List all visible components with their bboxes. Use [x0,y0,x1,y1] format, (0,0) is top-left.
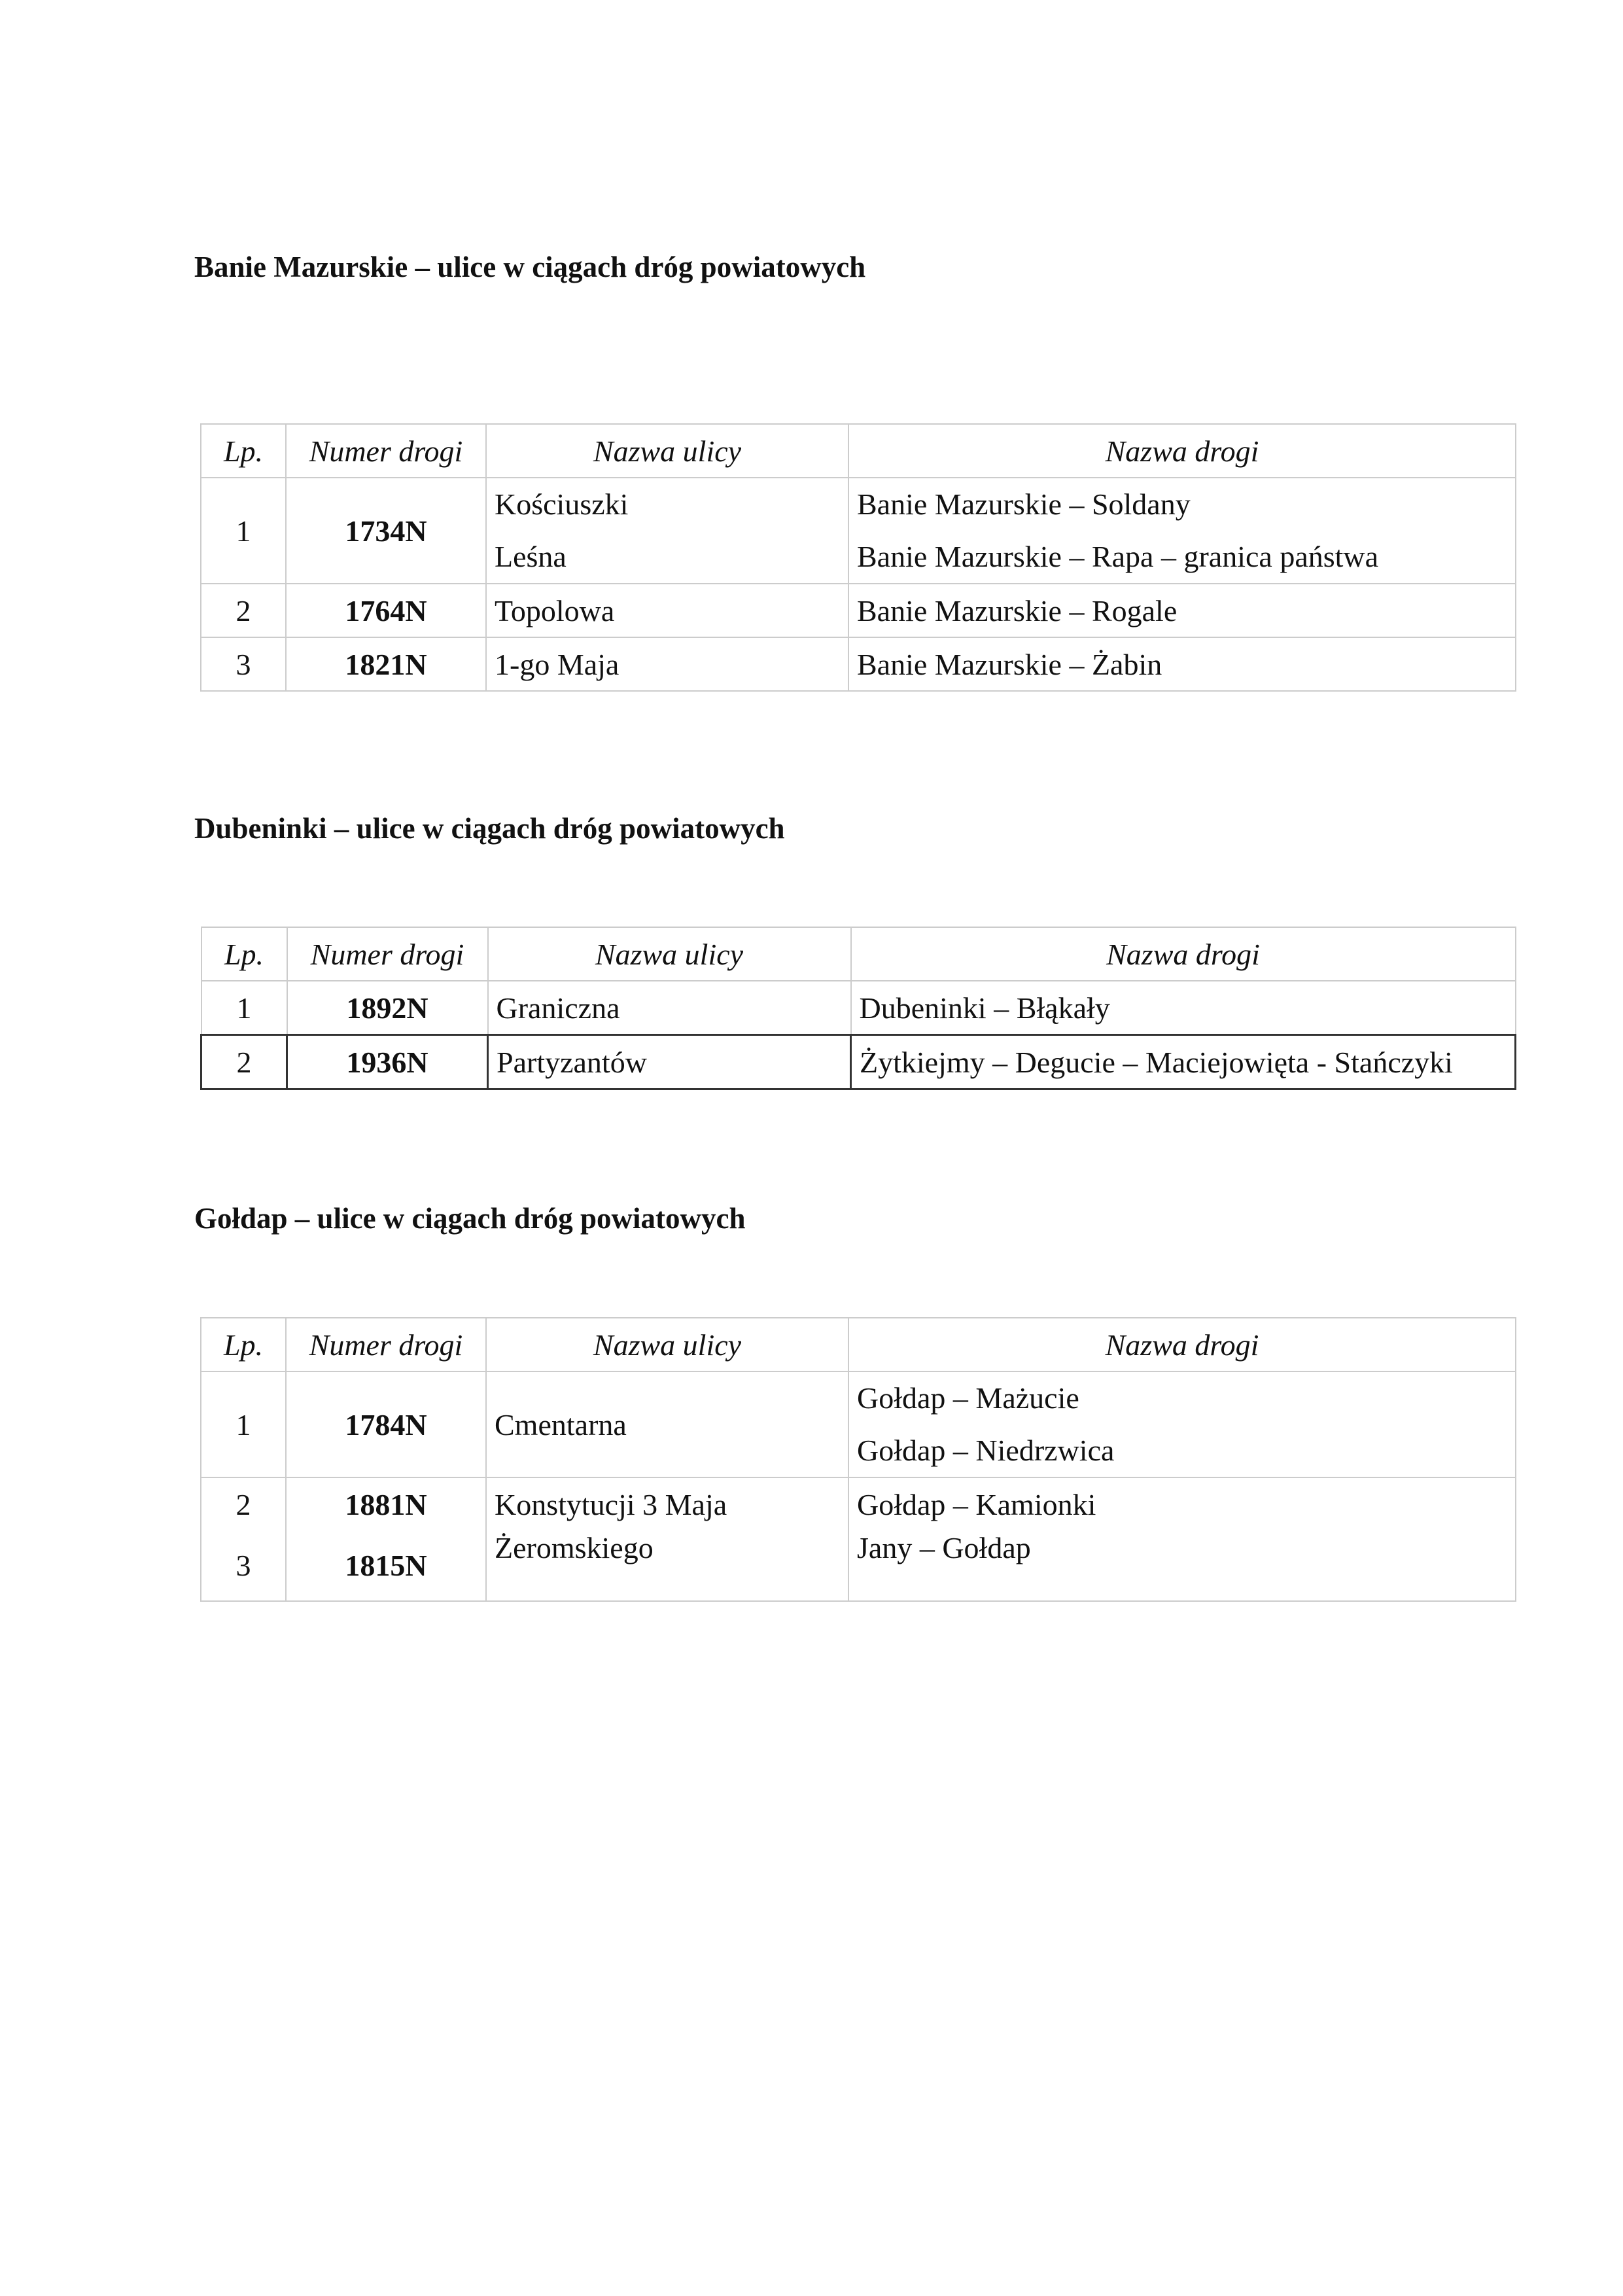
cell-numer-drogi: 1881N [286,1477,486,1530]
cell-lp: 1 [201,1371,286,1477]
table-row [201,1477,1516,1530]
cell-nazwa-drogi [848,478,1516,584]
table-row [201,584,1516,637]
table-header-row [201,1318,1516,1371]
roads-table-dubeninki [200,927,1516,1090]
header-nazwa-drogi: Nazwa drogi [848,1318,1516,1371]
cell-numer-drogi: 1734N [286,478,486,584]
road-name: Banie Mazurskie – Soldany [857,487,1191,521]
roads-table-goldap [200,1317,1516,1602]
header-nazwa-ulicy: Nazwa ulicy [488,927,851,981]
table-header-row [201,927,1516,981]
cell-lp: 1 [201,478,286,584]
header-lp: Lp. [201,927,287,981]
cell-nazwa-ulicy [486,478,848,584]
cell-nazwa-ulicy: Żeromskiego [486,1530,848,1601]
header-nazwa-drogi: Nazwa drogi [851,927,1516,981]
section-title-dubeninki: Dubeninki – ulice w ciągach dróg powiatowych [194,812,785,845]
cell-lp: 3 [201,637,286,691]
cell-nazwa-drogi: Dubeninki – Błąkały [851,981,1516,1035]
cell-numer-drogi: 1821N [286,637,486,691]
table-header-row [201,424,1516,478]
roads-table-banie-mazurskie [200,423,1516,692]
street-name: Kościuszki [495,487,629,521]
cell-numer-drogi: 1764N [286,584,486,637]
table-row [201,981,1516,1035]
cell-numer-drogi: 1784N [286,1371,486,1477]
cell-nazwa-ulicy: Cmentarna [486,1371,848,1477]
table-row [201,1035,1516,1089]
table-row [201,1530,1516,1601]
cell-nazwa-drogi: Banie Mazurskie – Rogale [848,584,1516,637]
section-title-goldap: Gołdap – ulice w ciągach dróg powiatowych [194,1202,746,1235]
cell-nazwa-ulicy: 1-go Maja [486,637,848,691]
header-numer-drogi: Numer drogi [286,424,486,478]
road-name: Gołdap – Mażucie [857,1381,1079,1415]
cell-lp: 2 [201,584,286,637]
cell-lp: 2 [201,1477,286,1530]
cell-numer-drogi: 1892N [287,981,488,1035]
cell-nazwa-drogi [848,1371,1516,1477]
cell-numer-drogi: 1815N [286,1530,486,1601]
header-lp: Lp. [201,424,286,478]
header-nazwa-ulicy: Nazwa ulicy [486,1318,848,1371]
header-numer-drogi: Numer drogi [287,927,488,981]
cell-nazwa-ulicy: Topolowa [486,584,848,637]
cell-lp: 3 [201,1530,286,1601]
cell-nazwa-ulicy: Partyzantów [488,1035,851,1089]
header-numer-drogi: Numer drogi [286,1318,486,1371]
road-name: Banie Mazurskie – Rapa – granica państwa [857,540,1379,573]
street-name: Leśna [495,540,567,573]
header-lp: Lp. [201,1318,286,1371]
cell-nazwa-ulicy: Konstytucji 3 Maja [486,1477,848,1530]
cell-nazwa-drogi: Żytkiejmy – Degucie – Maciejowięta - Stańczyki [851,1035,1516,1089]
cell-nazwa-drogi: Banie Mazurskie – Żabin [848,637,1516,691]
cell-nazwa-ulicy: Graniczna [488,981,851,1035]
table-row [201,478,1516,584]
road-name: Gołdap – Niedrzwica [857,1434,1115,1467]
cell-nazwa-drogi: Jany – Gołdap [848,1530,1516,1601]
header-nazwa-ulicy: Nazwa ulicy [486,424,848,478]
section-title-banie-mazurskie: Banie Mazurskie – ulice w ciągach dróg powiatowych [194,251,866,283]
table-row [201,637,1516,691]
cell-lp: 2 [201,1035,287,1089]
cell-numer-drogi: 1936N [287,1035,488,1089]
cell-lp: 1 [201,981,287,1035]
cell-nazwa-drogi: Gołdap – Kamionki [848,1477,1516,1530]
header-nazwa-drogi: Nazwa drogi [848,424,1516,478]
table-row [201,1371,1516,1477]
